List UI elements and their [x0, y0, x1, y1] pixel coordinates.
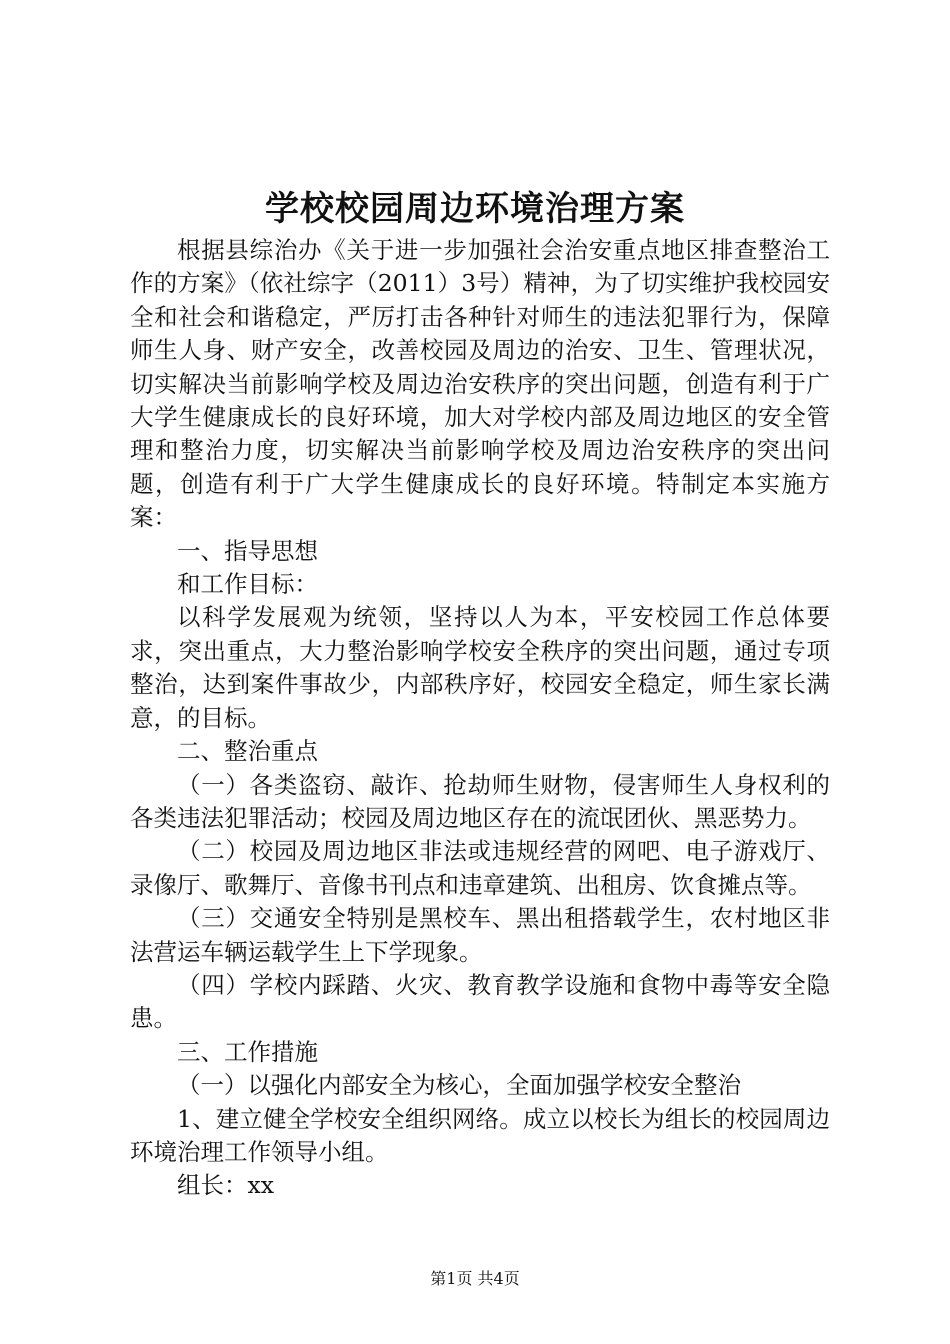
paragraph-key-point-3: （三）交通安全特别是黑校车、黑出租搭载学生，农村地区非法营运车辆运载学生上下学现象。 [130, 904, 830, 966]
paragraph-key-point-1: （一）各类盗窃、敲诈、抢劫师生财物，侵害师生人身权利的各类违法犯罪活动；校园及周边地区存在的流氓团伙、黑恶势力。 [130, 770, 830, 832]
heading-work-goals: 和工作目标： [177, 570, 318, 599]
paragraph-key-point-2: （二）校园及周边地区非法或违规经营的网吧、电子游戏厅、录像厅、歌舞厅、音像书刊点和违章建筑、出租房、饮食摊点等。 [130, 837, 830, 899]
paragraph-measure-1-1: 1、建立健全学校安全组织网络。成立以校长为组长的校园周边环境治理工作领导小组。 [130, 1104, 830, 1166]
heading-key-points: 二、整治重点 [177, 737, 318, 766]
paragraph-goals: 以科学发展观为统领，坚持以人为本，平安校园工作总体要求，突出重点，大力整治影响学校安全秩序的突出问题，通过专项整治，达到案件事故少，内部秩序好，校园安全稳定，师生家长满意，的目标。 [130, 603, 830, 732]
document-body [130, 234, 830, 1203]
paragraph-group-leader: 组长：xx [177, 1171, 275, 1200]
paragraph-key-point-4: （四）学校内踩踏、火灾、教育教学设施和食物中毒等安全隐患。 [130, 970, 830, 1033]
page-footer: 第1页 共4页 [430, 1269, 520, 1288]
subheading-measure-1: （一）以强化内部安全为核心，全面加强学校安全整治 [177, 1071, 741, 1100]
heading-measures: 三、工作措施 [177, 1037, 318, 1066]
heading-guiding-ideology: 一、指导思想 [177, 536, 318, 565]
document-title: 学校校园周边环境治理方案 [265, 189, 685, 229]
paragraph-intro: 根据县综治办《关于进一步加强社会治安重点地区排查整治工作的方案》（依社综字（2011）3号）精神，为了切实维护我校园安全和社会和谐稳定，严厉打击各种针对师生的违法犯罪行为，保障师生人身、财产安全，改善校园及周边的治安、卫生、管理状况，切实解决当前影响学校及周边治安秩序的突出问题，创造有利于广大学生健康成长的良好环境，加大对学校内部及周边地区的安全管理和整治力度，切实解决当前影响学校及周边治安秩序的突出问题，创造有利于广大学生健康成长的良好环境。特制定本实施方案： [130, 236, 830, 532]
